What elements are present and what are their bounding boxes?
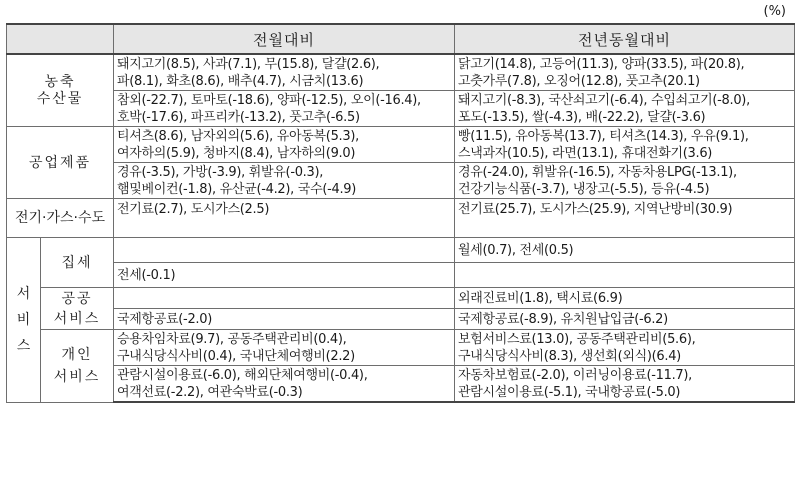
- industrial-yoy-up: [455, 127, 795, 163]
- personal-yoy-down-line: 관람시설이용료(-5.1), 국내항공료(-5.0): [458, 384, 681, 400]
- category-services-char: 비: [16, 311, 31, 328]
- public-row-down: [7, 309, 795, 330]
- personal-row-up: [7, 330, 795, 366]
- industrial-mom-up-line: 티셔츠(8.6), 남자외의(5.6), 유아동복(5.3),: [117, 128, 359, 144]
- agri-yoy-down: [455, 91, 795, 127]
- price-change-table: [6, 23, 795, 403]
- category-services: [7, 238, 41, 403]
- utilities-mom-line: 전기료(2.7), 도시가스(2.5): [117, 202, 270, 217]
- agri-mom-down-line: 참외(-22.7), 토마토(-18.6), 양파(-12.5), 오이(-16.4),: [117, 92, 421, 108]
- agri-mom-up: [114, 54, 455, 91]
- subcategory-rent: 집세: [41, 238, 114, 288]
- category-services-char: 서: [16, 285, 31, 302]
- public-yoy-down-line: 국제항공료(-8.9), 유치원납입금(-6.2): [458, 311, 668, 327]
- category-services-char: 스: [16, 337, 31, 354]
- public-mom-down-line: 국제항공료(-2.0): [117, 311, 212, 327]
- rent-row-down: [7, 263, 795, 288]
- personal-yoy-up-line: 구내식당식사비(8.3), 생선회(외식)(6.4): [458, 348, 681, 364]
- agri-mom-down-line: 호박(-17.6), 파프리카(-13.2), 풋고추(-6.5): [117, 109, 360, 125]
- subcategory-personal-line2: 서비스: [53, 368, 101, 385]
- rent-yoy-up-line: 월세(0.7), 전세(0.5): [458, 242, 574, 258]
- industrial-yoy-down-line: 건강기능식품(-3.7), 냉장고(-5.5), 등유(-4.5): [458, 181, 710, 197]
- public-mom-up: [114, 288, 455, 309]
- personal-mom-up: [114, 330, 455, 366]
- agri-mom-up-line: 돼지고기(8.5), 사과(7.1), 무(15.8), 달걀(2.6),: [117, 56, 380, 72]
- rent-yoy-down: [455, 263, 795, 288]
- public-yoy-up-line: 외래진료비(1.8), 택시료(6.9): [458, 290, 623, 306]
- utilities-row: [7, 199, 795, 238]
- utilities-mom: [114, 199, 455, 238]
- industrial-yoy-up-line: 빵(11.5), 유아동복(13.7), 티셔츠(14.3), 우유(9.1),: [458, 128, 749, 144]
- subcategory-personal-line1: 개인: [61, 346, 93, 363]
- personal-yoy-up-line: 보험서비스료(13.0), 공동주택관리비(5.6),: [458, 331, 696, 347]
- personal-yoy-up: [455, 330, 795, 366]
- industrial-yoy-down-line: 경유(-24.0), 휘발유(-16.5), 자동차용LPG(-13.1),: [458, 164, 737, 180]
- rent-mom-down-line: 전세(-0.1): [117, 267, 176, 283]
- personal-yoy-down-line: 자동차보험료(-2.0), 이러닝이용료(-11.7),: [458, 367, 692, 383]
- industrial-row-down: [7, 163, 795, 199]
- header-category: [7, 24, 114, 54]
- agri-row-up: [7, 54, 795, 91]
- subcategory-personal: [41, 330, 114, 403]
- unit-label: (%): [763, 4, 786, 19]
- header-mom: 전월대비: [114, 24, 455, 54]
- personal-mom-down-line: 관람시설이용료(-6.0), 해외단체여행비(-0.4),: [117, 367, 368, 383]
- agri-mom-down: [114, 91, 455, 127]
- industrial-row-up: [7, 127, 795, 163]
- public-yoy-down: [455, 309, 795, 330]
- agri-yoy-down-line: 돼지고기(-8.3), 국산쇠고기(-6.4), 수입쇠고기(-8.0),: [458, 92, 750, 108]
- utilities-yoy: [455, 199, 795, 238]
- subcategory-public-line1: 공공: [61, 290, 93, 307]
- agri-yoy-down-line: 포도(-13.5), 쌀(-4.3), 배(-22.2), 달걀(-3.6): [458, 109, 706, 125]
- header-row: [7, 24, 795, 54]
- subcategory-public: [41, 288, 114, 330]
- industrial-yoy-down: [455, 163, 795, 199]
- public-row-up: [7, 288, 795, 309]
- public-mom-down: [114, 309, 455, 330]
- category-agri-line2: 수산물: [36, 90, 84, 107]
- agri-row-down: [7, 91, 795, 127]
- agri-yoy-up-line: 닭고기(14.8), 고등어(11.3), 양파(33.5), 파(20.8),: [458, 56, 745, 72]
- public-yoy-up: [455, 288, 795, 309]
- industrial-yoy-up-line: 스낵과자(10.5), 라면(13.1), 휴대전화기(3.6): [458, 145, 713, 161]
- category-industrial: 공업제품: [7, 127, 114, 199]
- personal-yoy-down: [455, 366, 795, 403]
- personal-mom-down-line: 여객선료(-2.2), 여관숙박료(-0.3): [117, 384, 303, 400]
- personal-mom-up-line: 승용차임차료(9.7), 공동주택관리비(0.4),: [117, 331, 347, 347]
- rent-mom-up: [114, 238, 455, 263]
- category-agri-line1: 농축: [44, 73, 76, 90]
- subcategory-public-line2: 서비스: [53, 310, 101, 327]
- header-yoy: 전년동월대비: [455, 24, 795, 54]
- personal-row-down: [7, 366, 795, 403]
- agri-yoy-up: [455, 54, 795, 91]
- category-utilities: 전기·가스·수도: [7, 199, 114, 238]
- industrial-mom-down: [114, 163, 455, 199]
- industrial-mom-up-line: 여자하의(5.9), 청바지(8.4), 남자하의(9.0): [117, 145, 356, 161]
- rent-mom-down: [114, 263, 455, 288]
- industrial-mom-up: [114, 127, 455, 163]
- category-agri: [7, 54, 114, 127]
- agri-yoy-up-line: 고춧가루(7.8), 오징어(12.8), 풋고추(20.1): [458, 73, 700, 89]
- agri-mom-up-line: 파(8.1), 화초(8.6), 배추(4.7), 시금치(13.6): [117, 73, 364, 89]
- industrial-mom-down-line: 경유(-3.5), 가방(-3.9), 휘발유(-0.3),: [117, 164, 324, 180]
- utilities-yoy-line: 전기료(25.7), 도시가스(25.9), 지역난방비(30.9): [458, 202, 733, 217]
- rent-row-up: [7, 238, 795, 263]
- industrial-mom-down-line: 햄및베이컨(-1.8), 유산균(-4.2), 국수(-4.9): [117, 181, 357, 197]
- personal-mom-down: [114, 366, 455, 403]
- rent-yoy-up: [455, 238, 795, 263]
- personal-mom-up-line: 구내식당식사비(0.4), 국내단체여행비(2.2): [117, 348, 355, 364]
